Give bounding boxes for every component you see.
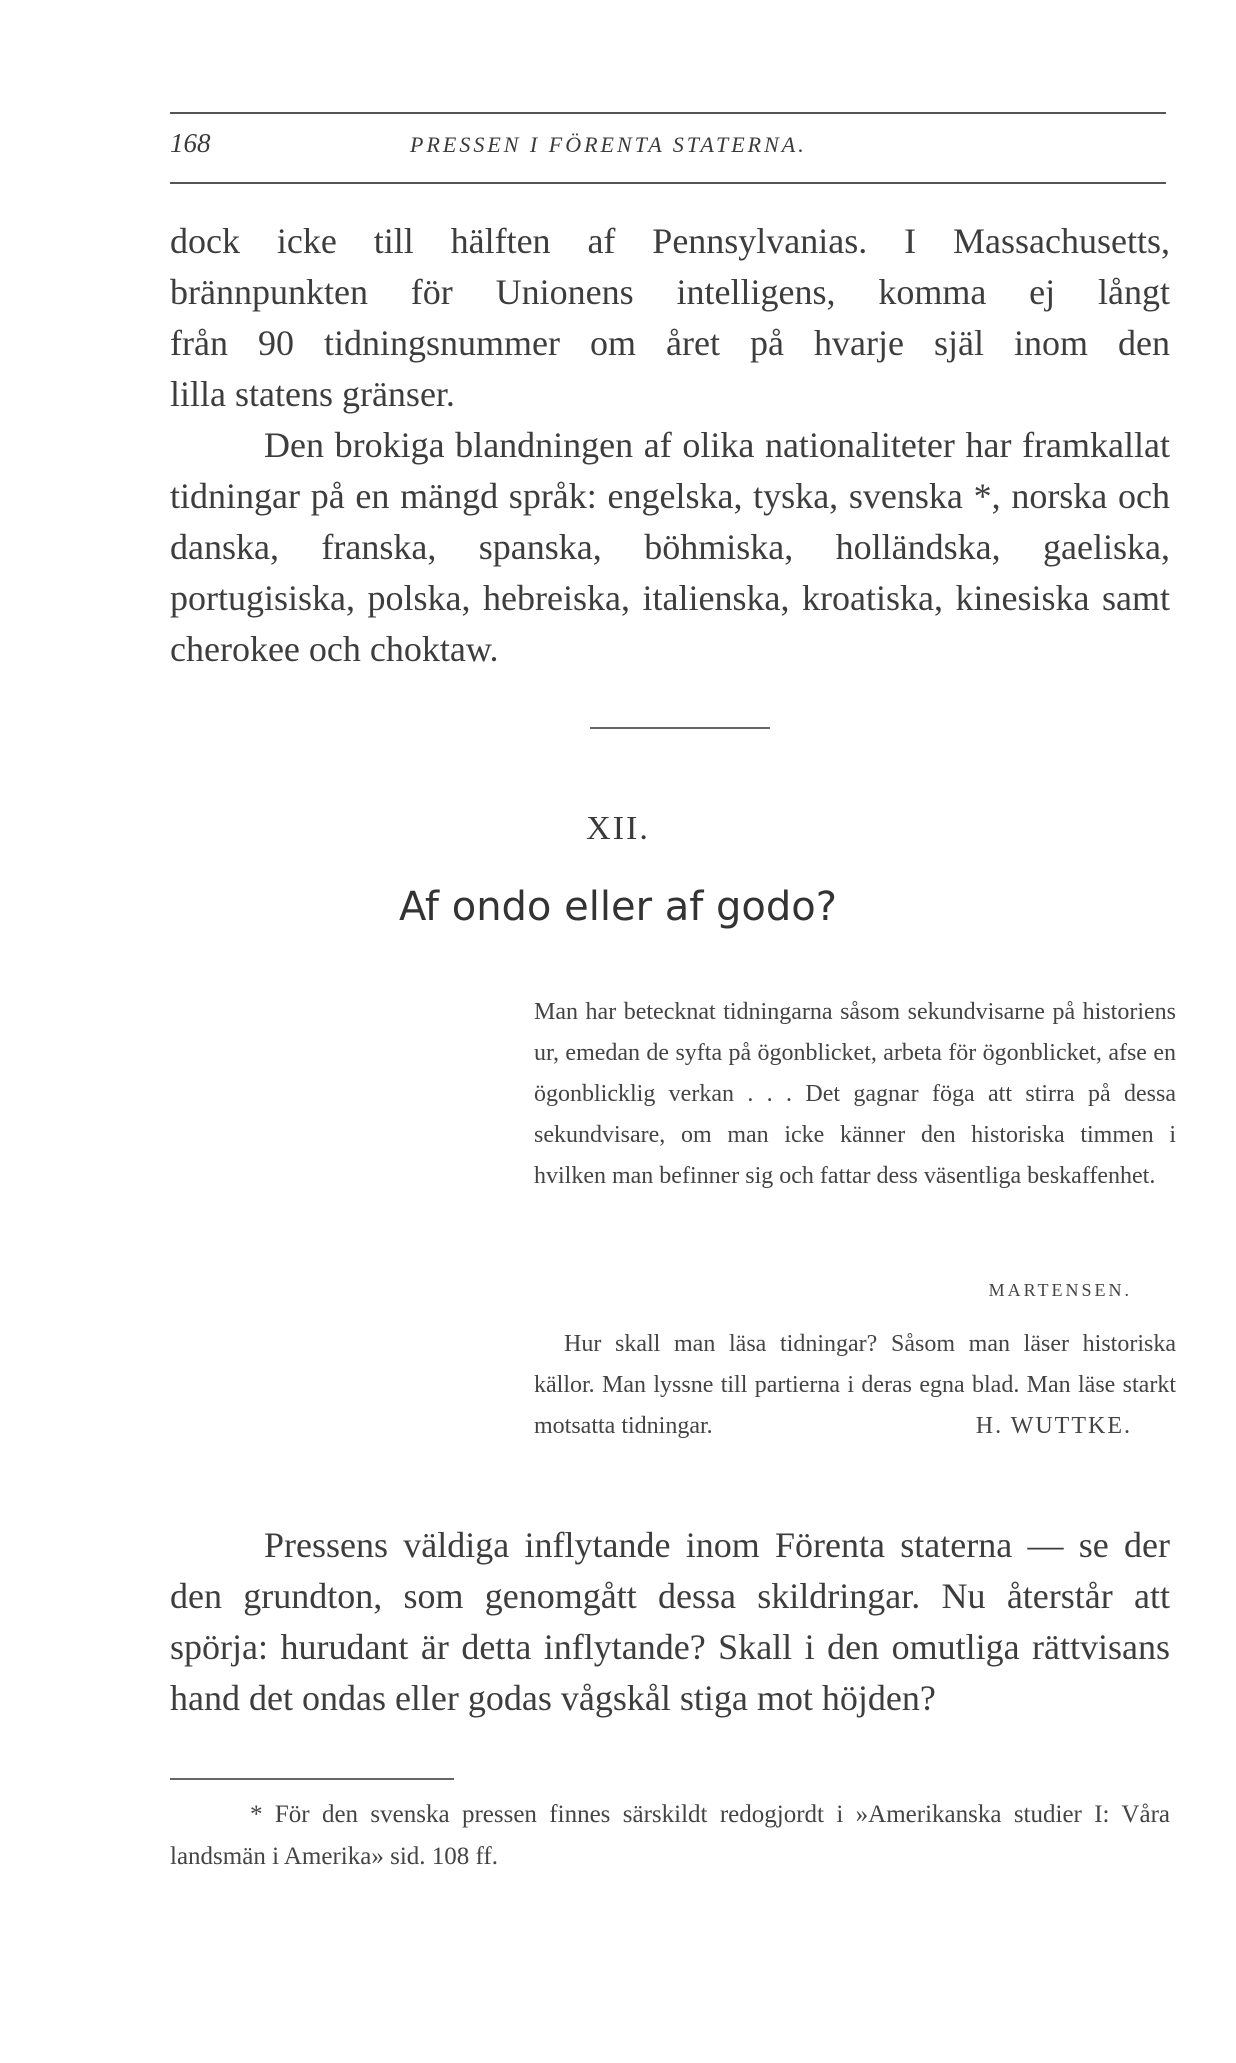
footnote-text: * För den svenska pressen finnes särskildt redogjordt i »Amerikanska studier I: Våra landsmän i Amerika» sid. 108 ff. [170,1801,1170,1870]
epigraph-attribution-martensen: MARTENSEN. [988,1280,1132,1300]
epigraph-text: Man har betecknat tidningarna såsom sekundvisarne på historiens ur, emedan de syfta på ögonblicket, arbeta för ögonblicket, afse en ögonblicklig verkan . . . Det gagnar föga att stirra på dessa sekundvisare, om man icke känner den historiska timmen i hvilken man befinner sig och fattar dess väsentliga beskaffenhet. [534,999,1176,1189]
section-separator [590,727,770,729]
section-number: XII. [586,810,650,847]
paragraph-line: från 90 tidningsnummer om året på hvarje själ inom den [170,323,1170,363]
paragraph-continued [170,216,1170,675]
epigraph-last-line [534,1406,1176,1447]
epigraph-text: Hur skall man läsa tidningar? Såsom man läser historiska källor. Man lyssne till partierna i deras egna blad. Man läse starkt [534,1331,1176,1398]
epigraph-attribution-wuttke: H. WUTTKE. [975,1413,1132,1439]
epigraph-last-text: motsatta tidningar. [534,1413,713,1439]
epigraph-martensen [534,992,1176,1197]
paragraph-text: Pressens väldiga inflytande inom Förenta staterna — se der den grundton, som genomgått dessa skildringar. Nu återstår att spörja: hurudant är detta inflytande? Skall i den omutliga rättvisans hand det ondas eller godas vågskål stiga mot höjden? [170,1525,1170,1718]
footnote-rule [170,1778,454,1780]
page-number: 168 [170,128,211,158]
header-rule-bottom [170,182,1166,184]
epigraph-wuttke [534,1324,1176,1447]
running-title: PRESSEN I FÖRENTA STATERNA. [410,132,807,157]
paragraph-line: dock icke till hälften af Pennsylvanias. I Massachusetts, [170,221,1170,261]
footnote [170,1794,1170,1878]
header-rule-top [170,112,1166,114]
paragraph-line: brännpunkten för Unionens intelligens, komma ej långt [170,272,1170,312]
paragraph-line: lilla statens gränser. [170,374,455,414]
running-head [170,128,1166,168]
paragraph-nationalities: Den brokiga blandningen af olika nationaliteter har framkallat tidningar på en mängd språk: engelska, tyska, svenska *, norska och danska, franska, spanska, böhmiska, holländska, gaeliska, portugisiska, polska, hebreiska, italienska, kroatiska, kinesiska samt cherokee och choktaw. [170,425,1170,669]
section-title: Af ondo eller af godo? [398,884,837,930]
paragraph-influence [170,1520,1170,1724]
